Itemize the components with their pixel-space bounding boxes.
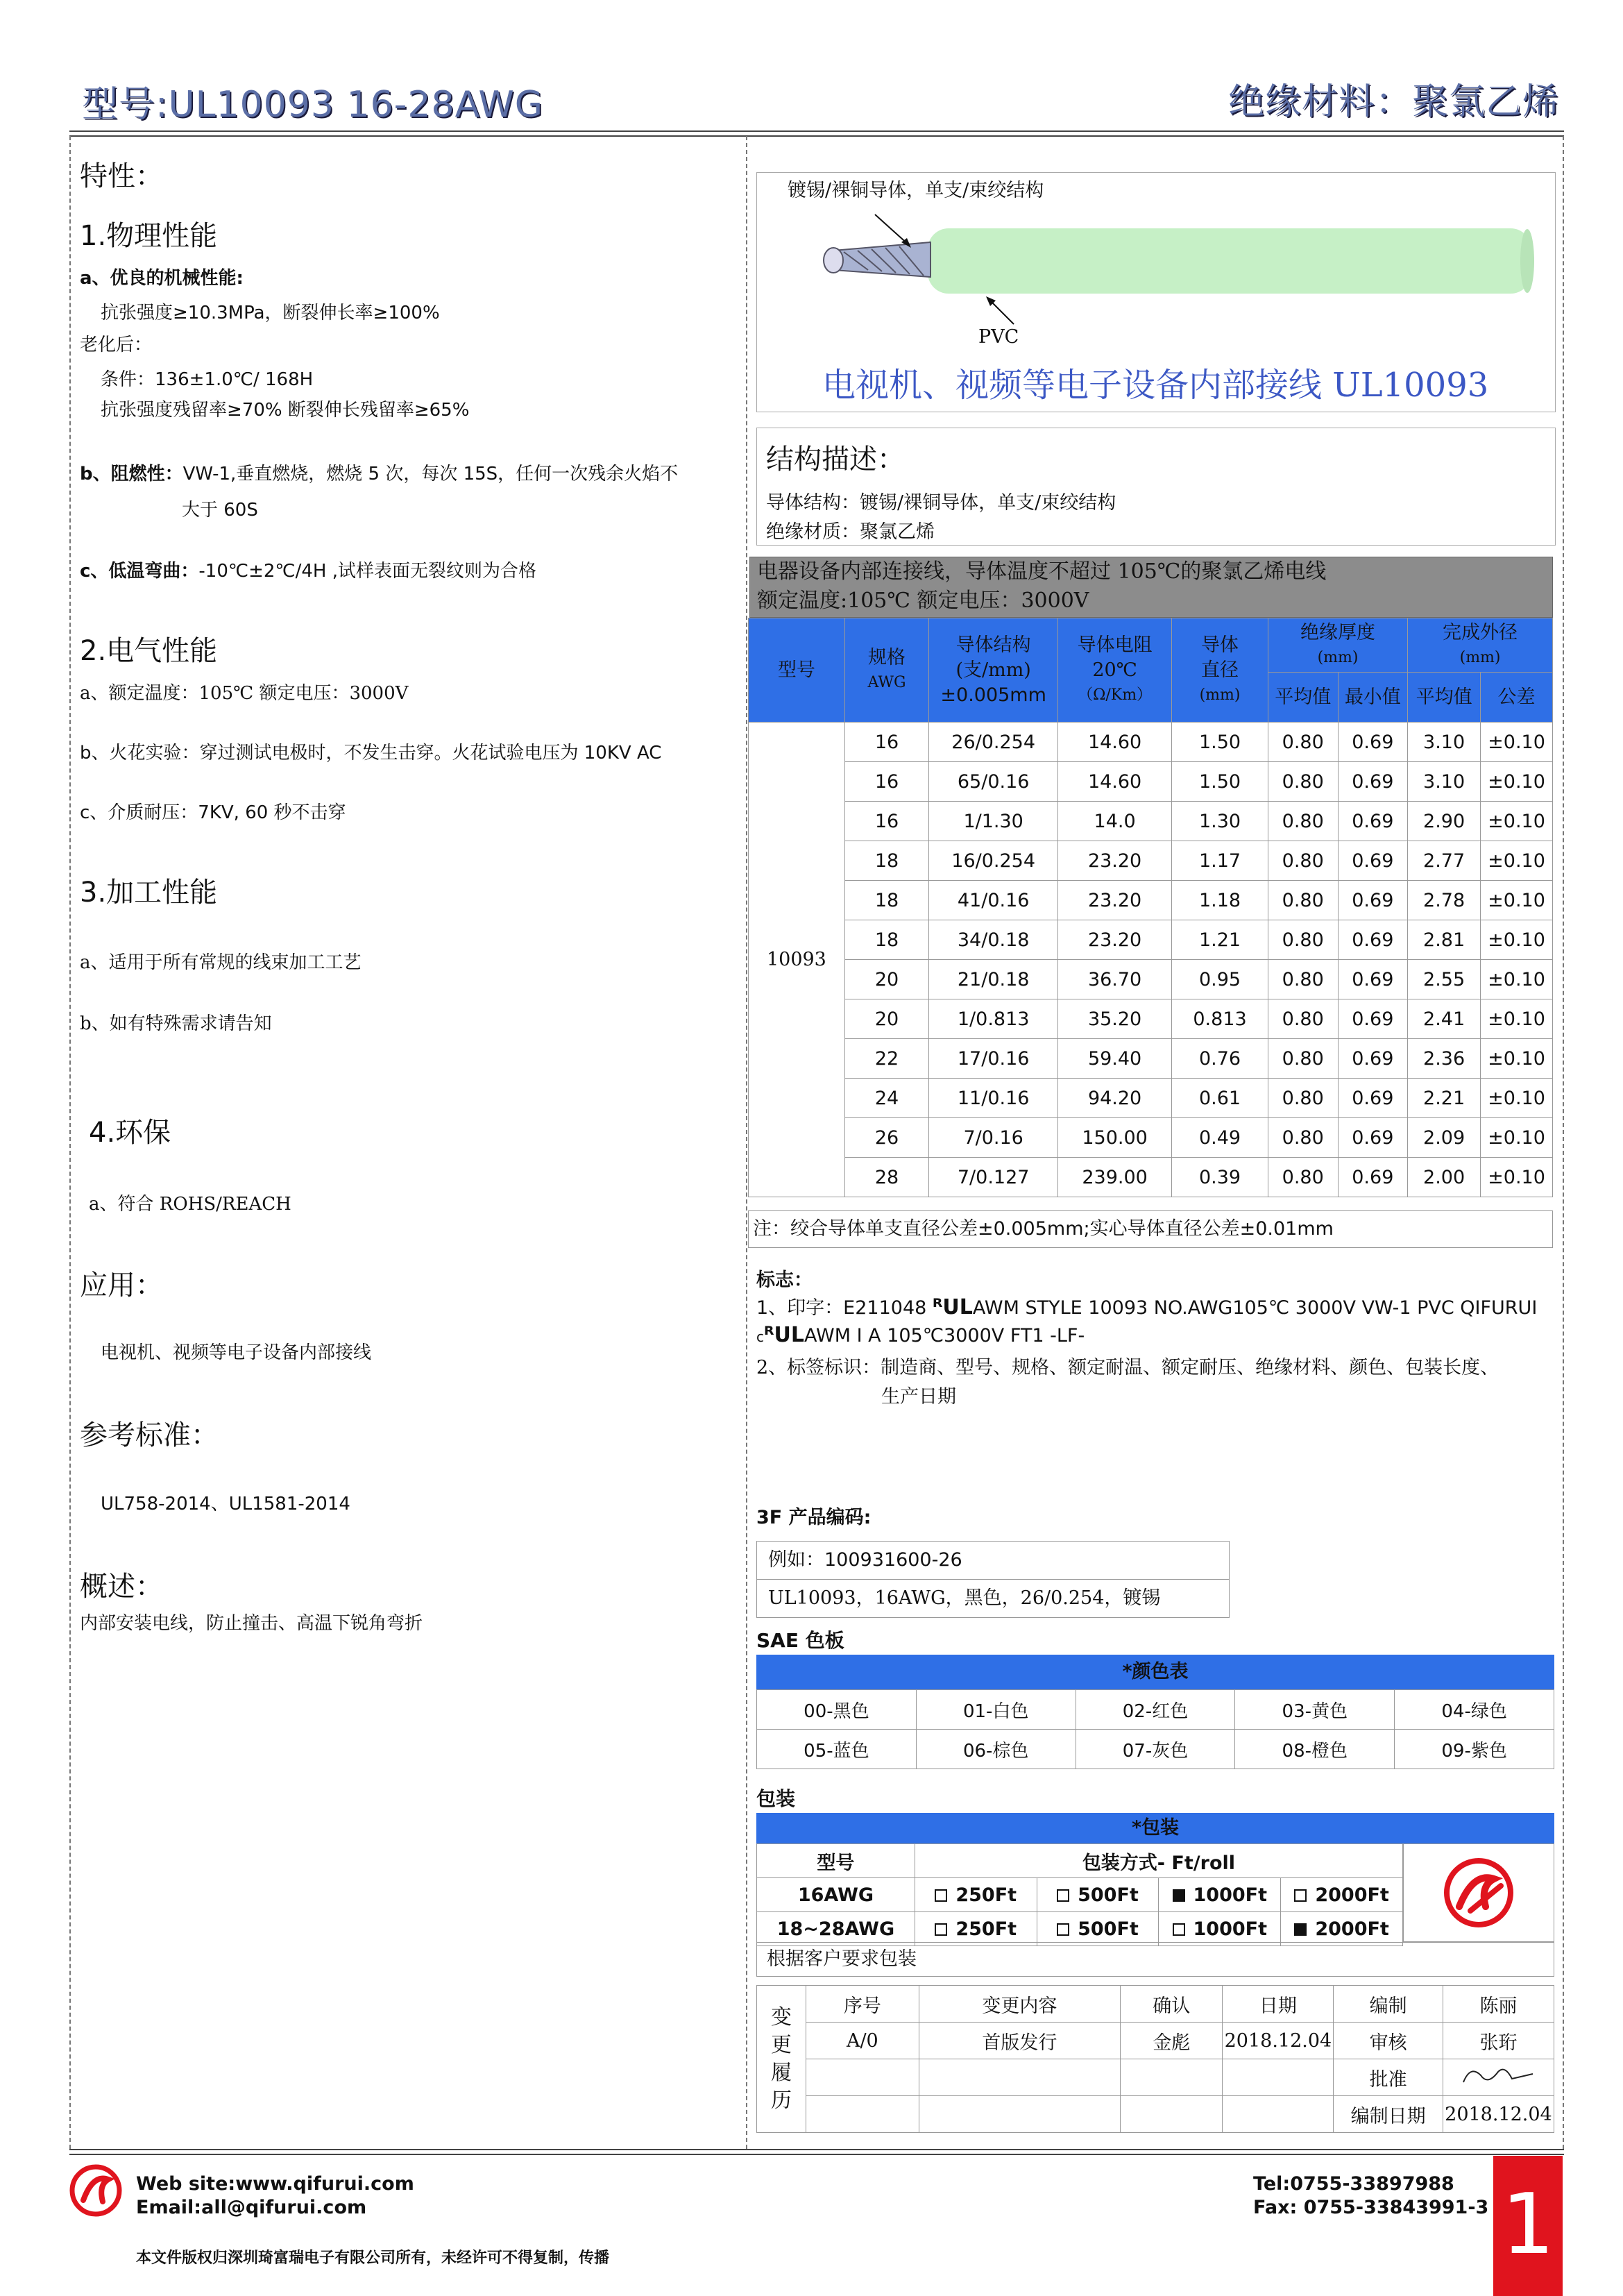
unchecked-box-icon (1294, 1889, 1307, 1902)
spec-cell-dia: 0.95 (1172, 960, 1268, 999)
electrical-b: b、火花实验：穿过测试电极时，不发生击穿。火花试验电压为 10KV AC (80, 743, 662, 763)
spec-row (749, 960, 1553, 999)
lowtemp-text: -10℃±2℃/4H ,试样表面无裂纹则为合格 (198, 561, 536, 582)
structure-conductor: 导体结构：镀锡/裸铜导体，单支/束绞结构 (766, 492, 1116, 514)
th-model: 型号 (749, 618, 845, 723)
spec-cell-awg: 18 (844, 841, 928, 881)
edit-label: 编制 (1334, 1986, 1443, 2023)
spec-cell-awg: 26 (844, 1118, 928, 1158)
edit-date-label: 编制日期 (1334, 2096, 1443, 2133)
electrical-a: a、额定温度：105℃ 额定电压：3000V (80, 683, 409, 704)
characteristics-heading: 特性： (80, 160, 163, 192)
spec-row (749, 881, 1553, 920)
spec-cell-res: 14.60 (1058, 723, 1172, 762)
spec-cell-avg: 0.80 (1268, 723, 1338, 762)
packing-option-label: 500Ft (1078, 1884, 1139, 1906)
mech-label: a、优良的机械性能: (80, 268, 244, 289)
unchecked-box-icon (935, 1889, 947, 1902)
spec-cell-avg: 0.80 (1268, 960, 1338, 999)
spec-cell-avg: 0.80 (1268, 1039, 1338, 1079)
spec-cell-tol: ±0.10 (1481, 802, 1553, 841)
spec-cell-min: 0.69 (1338, 762, 1408, 802)
th-diameter: 导体 直径 (mm) (1172, 618, 1268, 723)
footer-tel: Tel:0755-33897988 (1253, 2173, 1454, 2195)
sae-table-title: *颜色表 (756, 1655, 1554, 1689)
spec-cell-avg: 0.80 (1268, 841, 1338, 881)
page-number: 1 (1493, 2156, 1563, 2296)
product-code-desc: UL10093，16AWG，黑色，26/0.254，镀锡 (768, 1587, 1161, 1609)
spec-row (749, 802, 1553, 841)
lowtemp-row (80, 555, 536, 587)
spec-row (749, 1079, 1553, 1118)
spec-cell-od: 2.21 (1408, 1079, 1481, 1118)
wire-insulation (928, 228, 1531, 294)
color-code-cell: 04-绿色 (1395, 1690, 1554, 1730)
marking-heading: 标志： (756, 1269, 813, 1291)
spec-cell-avg: 0.80 (1268, 1079, 1338, 1118)
marking-line3: 2、标签标识：制造商、型号、规格、额定耐温、额定耐压、绝缘材料、颜色、包装长度、 (756, 1357, 1499, 1378)
footer-contact-left (136, 2172, 414, 2220)
physical-heading: 1.物理性能 (80, 220, 218, 252)
spec-cell-od: 2.41 (1408, 999, 1481, 1039)
spec-cell-tol: ±0.10 (1481, 1118, 1553, 1158)
mech-line: 抗张强度≥10.3MPa，断裂伸长率≥100% (101, 303, 440, 323)
spec-cell-od: 3.10 (1408, 762, 1481, 802)
content-value: 首版发行 (919, 2023, 1121, 2059)
spec-cell-min: 0.69 (1338, 1158, 1408, 1197)
spec-cell-avg: 0.80 (1268, 881, 1338, 920)
spec-cell-dia: 1.30 (1172, 802, 1268, 841)
approve-signature-icon (1443, 2059, 1554, 2096)
spec-cell-dia: 0.76 (1172, 1039, 1268, 1079)
color-code-cell: 06-棕色 (916, 1730, 1076, 1769)
spec-row (749, 841, 1553, 881)
marking-line1 (756, 1292, 1537, 1319)
env-heading: 4.环保 (89, 1117, 171, 1149)
diagram-caption: 电视机、视频等电子设备内部接线 UL10093 (822, 366, 1489, 405)
color-code-cell: 03-黄色 (1235, 1690, 1395, 1730)
pvc-label: PVC (978, 326, 1019, 348)
aging-line2: 抗张强度残留率≥70% 断裂伸长残留率≥65% (101, 400, 470, 421)
flame-text1: VW-1,垂直燃烧，燃烧 5 次，每次 15S，任何一次残余火焰不 (182, 464, 679, 484)
conductor-label: 镀锡/裸铜导体，单支/束绞结构 (788, 180, 1044, 201)
spec-banner-line1: 电器设备内部连接线，导体温度不超过 105℃的聚氯乙烯电线 (757, 559, 1327, 584)
spec-cell-awg: 28 (844, 1158, 928, 1197)
conductor-end (824, 248, 843, 273)
packing-option-label: 500Ft (1078, 1918, 1139, 1940)
spec-row (749, 1118, 1553, 1158)
col-date: 日期 (1223, 1986, 1334, 2023)
standards-heading: 参考标准： (80, 1419, 219, 1451)
spec-cell-cond: 7/0.16 (929, 1118, 1058, 1158)
marking-line2-prefix: c (756, 1328, 764, 1345)
edit-name: 陈丽 (1443, 1986, 1554, 2023)
spec-cell-avg: 0.80 (1268, 1118, 1338, 1158)
spec-cell-dia: 0.49 (1172, 1118, 1268, 1158)
aging-line1: 条件：136±1.0℃/ 168H (101, 369, 314, 390)
spec-row (749, 762, 1553, 802)
marking-line1-prefix: 1、印字：E211048 (756, 1297, 933, 1319)
spec-cell-awg: 20 (844, 999, 928, 1039)
spec-cell-min: 0.69 (1338, 1039, 1408, 1079)
spec-cell-min: 0.69 (1338, 881, 1408, 920)
spec-cell-tol: ±0.10 (1481, 960, 1553, 999)
ul-logo-icon: ᴿUL (932, 1295, 973, 1319)
footer-divider (69, 2149, 1564, 2155)
spec-cell-cond: 1/0.813 (929, 999, 1058, 1039)
spec-cell-od: 2.90 (1408, 802, 1481, 841)
color-code-cell: 02-红色 (1076, 1690, 1235, 1730)
env-a: a、符合 ROHS/REACH (89, 1194, 291, 1215)
standards-text: UL758-2014、UL1581-2014 (101, 1494, 350, 1514)
spec-cell-res: 150.00 (1058, 1118, 1172, 1158)
th-od-avg: 平均值 (1408, 673, 1481, 723)
application-text: 电视机、视频等电子设备内部接线 (101, 1342, 372, 1363)
packing-heading: 包装 (756, 1787, 796, 1810)
overview-heading: 概述： (80, 1571, 163, 1603)
checked-box-icon (1294, 1923, 1307, 1936)
spec-cell-od: 2.09 (1408, 1118, 1481, 1158)
th-thickness-avg: 平均值 (1268, 673, 1338, 723)
spec-cell-tol: ±0.10 (1481, 723, 1553, 762)
col-confirm: 确认 (1121, 1986, 1223, 2023)
structure-heading: 结构描述： (766, 444, 905, 475)
color-code-cell: 07-灰色 (1076, 1730, 1235, 1769)
spec-cell-awg: 16 (844, 802, 928, 841)
spec-cell-avg: 0.80 (1268, 920, 1338, 960)
application-heading: 应用： (80, 1269, 163, 1301)
packing-table-title: *包装 (756, 1813, 1554, 1843)
packing-option-label: 2000Ft (1315, 1918, 1389, 1940)
spec-cell-min: 0.69 (1338, 960, 1408, 999)
spec-cell-cond: 41/0.16 (929, 881, 1058, 920)
spec-cell-awg: 18 (844, 920, 928, 960)
confirm-value: 金彪 (1121, 2023, 1223, 2059)
spec-cell-min: 0.69 (1338, 841, 1408, 881)
spec-cell-res: 23.20 (1058, 881, 1172, 920)
unchecked-box-icon (1173, 1923, 1185, 1936)
spec-row (749, 999, 1553, 1039)
spec-cell-cond: 17/0.16 (929, 1039, 1058, 1079)
unchecked-box-icon (935, 1923, 947, 1936)
spec-cell-avg: 0.80 (1268, 762, 1338, 802)
change-history-table (756, 1985, 1554, 2133)
spec-cell-od: 2.77 (1408, 841, 1481, 881)
packing-option-label: 2000Ft (1315, 1884, 1389, 1906)
packing-option (915, 1878, 1037, 1912)
spec-cell-awg: 20 (844, 960, 928, 999)
sae-heading: SAE 色板 (756, 1629, 844, 1652)
spec-row (749, 1039, 1553, 1079)
edit-date-value: 2018.12.04 (1443, 2096, 1554, 2133)
checked-box-icon (1173, 1889, 1185, 1902)
spec-cell-res: 23.20 (1058, 920, 1172, 960)
packing-model: 18~28AWG (757, 1912, 915, 1946)
cul-logo-icon: ᴿUL (764, 1323, 805, 1347)
th-resistance: 导体电阻 20℃ （Ω/Km） (1058, 618, 1172, 723)
packing-option-label: 1000Ft (1193, 1918, 1267, 1940)
color-code-cell: 08-橙色 (1235, 1730, 1395, 1769)
processing-a: a、适用于所有常规的线束加工工艺 (80, 952, 362, 973)
sae-color-table (756, 1689, 1554, 1769)
unchecked-box-icon (1057, 1923, 1069, 1936)
spec-cell-tol: ±0.10 (1481, 999, 1553, 1039)
marking-line2-rest: AWM I A 105℃3000V FT1 -LF- (804, 1325, 1085, 1347)
packing-option (1159, 1878, 1281, 1912)
spec-cell-dia: 1.21 (1172, 920, 1268, 960)
color-code-cell: 01-白色 (916, 1690, 1076, 1730)
footer-contact-right (1253, 2172, 1488, 2220)
color-code-cell: 05-蓝色 (757, 1730, 917, 1769)
spec-cell-tol: ±0.10 (1481, 1079, 1553, 1118)
spec-cell-od: 3.10 (1408, 723, 1481, 762)
spec-cell-cond: 65/0.16 (929, 762, 1058, 802)
review-label: 审核 (1334, 2023, 1443, 2059)
packing-option (1037, 1878, 1159, 1912)
packing-option-label: 250Ft (955, 1884, 1017, 1906)
spec-cell-res: 36.70 (1058, 960, 1172, 999)
spec-cell-res: 14.60 (1058, 762, 1172, 802)
frame-right (1563, 136, 1564, 2149)
change-side-label: 变 更 履 历 (757, 1986, 806, 2133)
spec-row (749, 920, 1553, 960)
flame-text2: 大于 60S (182, 500, 258, 521)
spec-cell-cond: 7/0.127 (929, 1158, 1058, 1197)
material-title: 绝缘材料：聚氯乙烯 (1228, 81, 1560, 123)
flame-label: b、阻燃性： (80, 464, 183, 484)
col-no: 序号 (806, 1986, 919, 2023)
spec-cell-cond: 11/0.16 (929, 1079, 1058, 1118)
spec-cell-awg: 18 (844, 881, 928, 920)
marking-line4: 生产日期 (881, 1386, 956, 1408)
packing-table (756, 1843, 1403, 1946)
spec-cell-avg: 0.80 (1268, 802, 1338, 841)
spec-row (749, 1158, 1553, 1197)
th-gauge: 规格 AWG (844, 618, 928, 723)
spec-cell-cond: 26/0.254 (929, 723, 1058, 762)
spec-cell-min: 0.69 (1338, 920, 1408, 960)
marking-line1-rest: AWM STYLE 10093 NO.AWG105℃ 3000V VW-1 PVC QIFURUI (972, 1297, 1538, 1319)
packing-option (915, 1912, 1037, 1946)
date-value: 2018.12.04 (1223, 2023, 1334, 2059)
packing-option-label: 250Ft (955, 1918, 1017, 1940)
spec-cell-dia: 1.50 (1172, 762, 1268, 802)
model-title: 型号:UL10093 16-28AWG (82, 84, 544, 126)
spec-cell-tol: ±0.10 (1481, 1039, 1553, 1079)
product-code-example: 例如：100931600-26 (757, 1542, 1229, 1580)
footer-fax: Fax: 0755-33843991-3 (1253, 2197, 1489, 2218)
product-code-box (756, 1541, 1230, 1618)
spec-cell-dia: 1.18 (1172, 881, 1268, 920)
spec-cell-od: 2.36 (1408, 1039, 1481, 1079)
packing-option (1281, 1912, 1403, 1946)
marking-line2 (756, 1323, 1085, 1347)
spec-cell-min: 0.69 (1338, 723, 1408, 762)
spec-cell-dia: 0.61 (1172, 1079, 1268, 1118)
spec-note: 注：绞合导体单支直径公差±0.005mm;实心导体直径公差±0.01mm (748, 1210, 1553, 1248)
spec-cell-dia: 0.813 (1172, 999, 1268, 1039)
th-conductor: 导体结构 (支/mm) ±0.005mm (929, 618, 1058, 723)
unchecked-box-icon (1057, 1889, 1069, 1902)
electrical-heading: 2.电气性能 (80, 635, 218, 667)
spec-model-cell: 10093 (749, 723, 845, 1197)
th-thickness-min: 最小值 (1338, 673, 1408, 723)
th-thickness: 绝缘厚度 (mm) (1268, 618, 1407, 673)
spec-cell-dia: 0.39 (1172, 1158, 1268, 1197)
spec-cell-dia: 1.50 (1172, 723, 1268, 762)
packing-col-method: 包装方式- Ft/roll (915, 1844, 1402, 1878)
spec-table (748, 618, 1553, 1197)
spec-cell-dia: 1.17 (1172, 841, 1268, 881)
approve-label: 批准 (1334, 2059, 1443, 2096)
spec-cell-cond: 1/1.30 (929, 802, 1058, 841)
spec-cell-awg: 24 (844, 1079, 928, 1118)
wire-end (1520, 229, 1534, 293)
spec-cell-min: 0.69 (1338, 1118, 1408, 1158)
rev-value: A/0 (806, 2023, 919, 2059)
spec-cell-cond: 21/0.18 (929, 960, 1058, 999)
frame-left (69, 136, 71, 2149)
spec-cell-tol: ±0.10 (1481, 881, 1553, 920)
footer-logo-icon (68, 2163, 124, 2218)
spec-cell-res: 23.20 (1058, 841, 1172, 881)
spec-cell-od: 2.55 (1408, 960, 1481, 999)
packing-col-model: 型号 (757, 1844, 915, 1878)
color-code-cell: 09-紫色 (1395, 1730, 1554, 1769)
spec-cell-avg: 0.80 (1268, 999, 1338, 1039)
spec-cell-awg: 16 (844, 723, 928, 762)
col-content: 变更内容 (919, 1986, 1121, 2023)
structure-insulation: 绝缘材质：聚氯乙烯 (766, 521, 935, 543)
footer-email[interactable]: Email:all@qifurui.com (136, 2197, 367, 2218)
spec-cell-cond: 34/0.18 (929, 920, 1058, 960)
footer-copyright: 本文件版权归深圳琦富瑞电子有限公司所有，未经许可不得复制，传播 (136, 2249, 610, 2267)
spec-banner (749, 557, 1553, 618)
spec-banner-line2: 额定温度:105℃ 额定电压：3000V (757, 589, 1089, 613)
header-divider (69, 130, 1564, 137)
footer-website[interactable]: Web site:www.qifurui.com (136, 2173, 414, 2195)
color-code-cell: 00-黑色 (757, 1690, 917, 1730)
spec-cell-res: 94.20 (1058, 1079, 1172, 1118)
spec-cell-avg: 0.80 (1268, 1158, 1338, 1197)
spec-cell-tol: ±0.10 (1481, 762, 1553, 802)
packing-model: 16AWG (757, 1878, 915, 1912)
spec-cell-tol: ±0.10 (1481, 841, 1553, 881)
spec-cell-cond: 16/0.254 (929, 841, 1058, 881)
review-name: 张珩 (1443, 2023, 1554, 2059)
packing-option-label: 1000Ft (1193, 1884, 1267, 1906)
spec-cell-tol: ±0.10 (1481, 920, 1553, 960)
spec-cell-tol: ±0.10 (1481, 1158, 1553, 1197)
spec-cell-res: 14.0 (1058, 802, 1172, 841)
flame-row (80, 458, 678, 490)
brand-logo-icon (1404, 1844, 1554, 1941)
packing-option (1037, 1912, 1159, 1946)
spec-cell-awg: 22 (844, 1039, 928, 1079)
spec-row (749, 723, 1553, 762)
spec-cell-min: 0.69 (1338, 999, 1408, 1039)
packing-logo-cell (1403, 1843, 1554, 1942)
packing-option (1159, 1912, 1281, 1946)
spec-cell-awg: 16 (844, 762, 928, 802)
overview-text: 内部安装电线，防止撞击、高温下锐角弯折 (80, 1613, 423, 1634)
product-code-heading: 3F 产品编码: (756, 1507, 872, 1528)
aging-label: 老化后： (80, 335, 153, 355)
spec-cell-od: 2.78 (1408, 881, 1481, 920)
spec-cell-res: 35.20 (1058, 999, 1172, 1039)
frame-middle (746, 136, 747, 2149)
spec-cell-min: 0.69 (1338, 1079, 1408, 1118)
packing-option (1281, 1878, 1403, 1912)
packing-note: 根据客户要求包装 (756, 1942, 1554, 1977)
spec-cell-res: 239.00 (1058, 1158, 1172, 1197)
th-od-tol: 公差 (1481, 673, 1553, 723)
processing-heading: 3.加工性能 (80, 877, 218, 909)
spec-cell-od: 2.00 (1408, 1158, 1481, 1197)
spec-cell-od: 2.81 (1408, 920, 1481, 960)
processing-b: b、如有特殊需求请告知 (80, 1013, 272, 1034)
th-od: 完成外径 (mm) (1408, 618, 1553, 673)
spec-cell-min: 0.69 (1338, 802, 1408, 841)
spec-cell-res: 59.40 (1058, 1039, 1172, 1079)
electrical-c: c、介质耐压：7KV, 60 秒不击穿 (80, 802, 346, 823)
lowtemp-label: c、低温弯曲： (80, 561, 199, 582)
